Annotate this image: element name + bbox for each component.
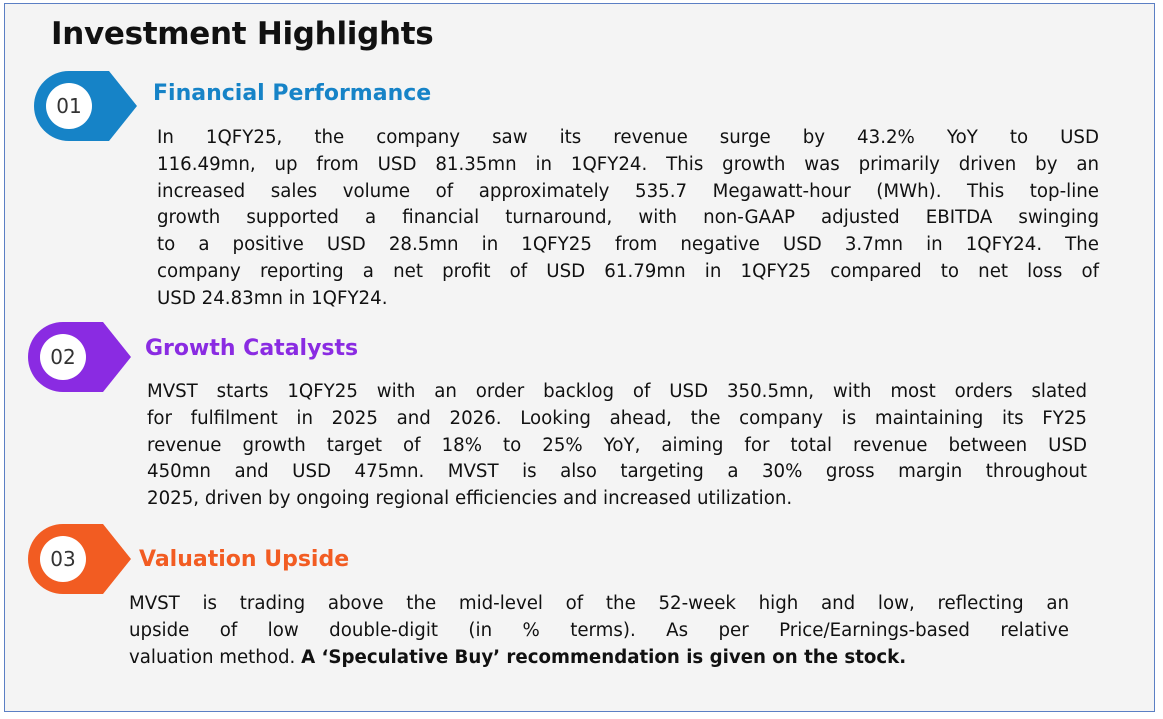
text-line: 116.49mn, up from USD 81.35mn in 1QFY24. This growth was primarily driven by an: [157, 153, 1099, 175]
section-3-text: [129, 591, 1069, 671]
text-line: MVST starts 1QFY25 with an order backlog of USD 350.5mn, with most orders slated: [147, 381, 1087, 402]
recommendation-text: A ‘Speculative Buy’ recommendation is given on the stock.: [301, 646, 907, 668]
section-2-number-badge: [25, 322, 133, 392]
text-line: 2025, driven by ongoing regional efficiencies and increased utilization.: [147, 488, 793, 510]
page-title: Investment Highlights: [51, 16, 434, 52]
section-1-number: 01: [56, 94, 82, 118]
section-3-number-badge: [25, 524, 133, 594]
text-line: USD 24.83mn in 1QFY24.: [157, 287, 388, 309]
section-2-heading: Growth Catalysts: [145, 336, 359, 361]
section-3-heading: Valuation Upside: [139, 547, 350, 572]
text-line: increased sales volume of approximately 535.7 Megawatt-hour (MWh). This top-line: [157, 180, 1099, 202]
text-line: to a positive USD 28.5mn in 1QFY25 from negative USD 3.7mn in 1QFY24. The: [157, 234, 1099, 256]
text-line: MVST is trading above the mid-level of the 52-week high and low, reflecting an: [129, 593, 1069, 614]
section-3-number: 03: [50, 547, 76, 571]
section-2-text: [147, 379, 1087, 513]
text-segment: valuation method.: [129, 646, 302, 668]
text-line: In 1QFY25, the company saw its revenue surge by 43.2% YoY to USD: [157, 127, 1099, 148]
section-1-heading: Financial Performance: [153, 81, 432, 106]
text-line: upside of low double-digit (in % terms). As per Price/Earnings-based relative: [129, 619, 1069, 641]
section-1-text: [157, 125, 1099, 313]
text-line: for fulfilment in 2025 and 2026. Looking ahead, the company is maintaining its FY25: [147, 407, 1087, 429]
text-line: growth supported a financial turnaround, with non-GAAP adjusted EBITDA swinging: [157, 207, 1099, 229]
text-line: 450mn and USD 475mn. MVST is also targeting a 30% gross margin throughout: [147, 461, 1087, 483]
text-line: company reporting a net profit of USD 61.79mn in 1QFY25 compared to net loss of: [157, 260, 1099, 282]
highlights-panel: [4, 3, 1155, 712]
section-1-number-badge: [31, 71, 139, 141]
text-line: [129, 645, 1069, 672]
text-line: revenue growth target of 18% to 25% YoY, aiming for total revenue between USD: [147, 434, 1087, 456]
section-2-number: 02: [50, 345, 76, 369]
